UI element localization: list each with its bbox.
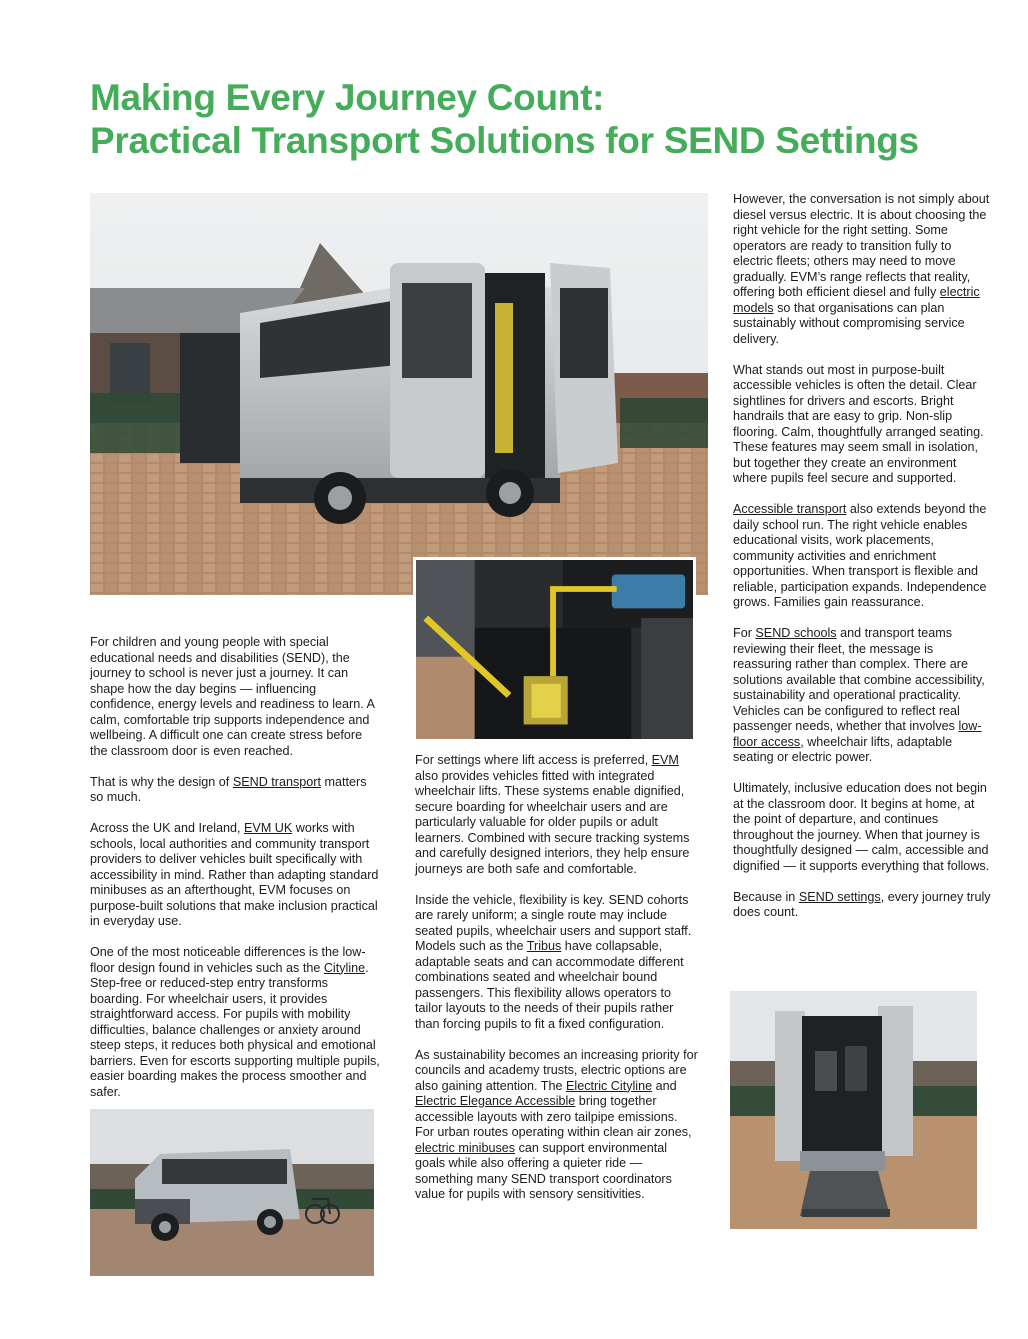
text: so that organisations can plan sustainably without compromising service delivery.: [733, 300, 965, 346]
send-schools-link[interactable]: SEND schools: [755, 626, 837, 640]
electric-models-link[interactable]: electric models: [733, 285, 980, 315]
text: have collapsable, adaptable seats and can accommodate different combinations seated and wheelchair bound passengers. This flexibility allows operators to tailor layouts to the needs of their pupils rather than forcing pupils to fit a fixed configuration.: [415, 939, 684, 1031]
side-view-minibus-photo: [90, 1109, 374, 1276]
paragraph: [733, 192, 991, 347]
text: matters so much.: [90, 774, 367, 804]
text: and: [652, 1078, 677, 1093]
paragraph: For children and young people with special educational needs and disabilities (SEND), the journey to school is never just a journey. It can shape how the day begins — influencing confidence, energy levels and readiness to learn. A calm, comfortable trip supports independence and wellbeing. A difficult one can create stress before the classroom door is even reached.: [90, 635, 375, 758]
text: bring together accessible layouts with zero tailpipe emissions. For urban routes operating within clean air zones,: [415, 1094, 692, 1139]
evm-link[interactable]: EVM: [651, 753, 679, 767]
text: can support environmental goals while also offering a quieter ride — something many SEND transport coordinators value for pupils with sensory sensitivities.: [415, 1140, 672, 1201]
text: For settings where lift access is preferred,: [415, 753, 652, 767]
article-title-line-2: Practical Transport Solutions for SEND Settings: [90, 120, 919, 161]
text: works with schools, local authorities and community transport providers to deliver vehicles built specifically with accessibility in mind. Rather than adapting standard minibuses as an afterthought, EVM focuses on purpose-built solutions that make inclusion practical in everyday use.: [90, 821, 379, 928]
column-middle: [415, 753, 698, 1218]
text: and transport teams reviewing their fleet, the message is reassuring rather than complex. There are solutions available that combine accessibility, sustainability and operational practicality. Vehicles can be configured to reflect real passenger needs, whether that involves: [733, 626, 985, 733]
paragraph: [415, 1048, 698, 1203]
text: Because in: [733, 889, 799, 904]
paragraph: [90, 821, 382, 930]
accessible-transport-link[interactable]: Accessible transport: [733, 502, 847, 516]
paragraph: [415, 753, 698, 877]
column-left: [90, 635, 382, 1116]
column-right: [733, 192, 991, 936]
electric-cityline-link[interactable]: Electric Cityline: [566, 1078, 653, 1093]
interior-step-photo: [413, 557, 696, 742]
text: wheelchair lifts, adaptable seating or electric power.: [733, 734, 953, 764]
article-title: [90, 76, 990, 162]
paragraph: What stands out most in purpose-built accessible vehicles is often the detail. Clear sightlines for drivers and escorts. Bright handrails that are easy to grip. Non-slip flooring. Calm, thoughtfully arranged seating. These features may seem small in isolation, but together they create an environment where pupils feel secure and supported.: [733, 362, 984, 485]
rear-lift-minibus-photo: [730, 991, 977, 1229]
text: One of the most noticeable differences is the low-floor design found in vehicles such as the: [90, 945, 366, 975]
paragraph: [733, 890, 991, 921]
text: For: [733, 626, 756, 640]
low-floor-access-link[interactable]: low-floor access,: [733, 719, 982, 749]
send-settings-link[interactable]: SEND settings: [798, 889, 881, 904]
evm-uk-link[interactable]: EVM UK: [244, 821, 293, 835]
paragraph: [733, 626, 991, 766]
hero-minibus-photo: [90, 193, 708, 595]
text: . Step-free or reduced-step entry transforms boarding. For wheelchair users, it provides straightforward access. For pupils with mobility difficulties, balance challenges or anxiety around steep steps, it reduces both physical and emotional barriers. Even for escorts supporting multiple pupils, easier boarding makes the process smoother and safer.: [90, 960, 380, 1099]
text: That is why the design of: [90, 774, 233, 789]
tribus-link[interactable]: Tribus: [526, 939, 562, 953]
text: also extends beyond the daily school run. The right vehicle enables educational visits, work placements, community activities and enrichment opportunities. When transport is flexible and reliable, participation expands. Independence grows. Families gain reassurance.: [733, 502, 987, 609]
cityline-link[interactable]: Cityline: [323, 960, 366, 975]
electric-minibuses-link[interactable]: electric minibuses: [415, 1140, 516, 1155]
paragraph: [415, 893, 698, 1033]
paragraph: [90, 775, 382, 806]
electric-elegance-accessible-link[interactable]: Electric Elegance Accessible: [415, 1094, 576, 1108]
send-transport-link[interactable]: SEND transport: [232, 774, 321, 789]
text: Across the UK and Ireland,: [90, 821, 245, 835]
text: However, the conversation is not simply about diesel versus electric. It is about choosing the right vehicle for the right setting. Some operators are ready to transition fully to electric fleets; others may need to move gradually. EVM’s range reflects that reality, offering both efficient diesel and fully: [733, 192, 990, 299]
text: also provides vehicles fitted with integrated wheelchair lifts. These systems enable dignified, secure boarding for wheelchair users and are particularly valuable for older pupils or adult learners. Combined with secure tracking systems and carefully designed interiors, they help ensure journeys are both safe and comfortable.: [415, 768, 690, 876]
paragraph: [90, 945, 382, 1100]
paragraph: Ultimately, inclusive education does not begin at the classroom door. It begins at home, at the point of departure, and continues throughout the journey. When that journey is thoughtfully designed — calm, accessible and dignified — it supports everything that follows.: [733, 781, 990, 873]
paragraph: [733, 502, 991, 611]
text: Inside the vehicle, flexibility is key. SEND cohorts are rarely uniform; a single route may include seated pupils, wheelchair users and support staff. Models such as the: [415, 892, 692, 953]
text: , every journey truly does count.: [733, 889, 991, 919]
article-title-line-1: Making Every Journey Count:: [90, 77, 605, 118]
text: As sustainability becomes an increasing priority for councils and academy trusts, electric options are also gaining attention. The: [415, 1047, 698, 1093]
